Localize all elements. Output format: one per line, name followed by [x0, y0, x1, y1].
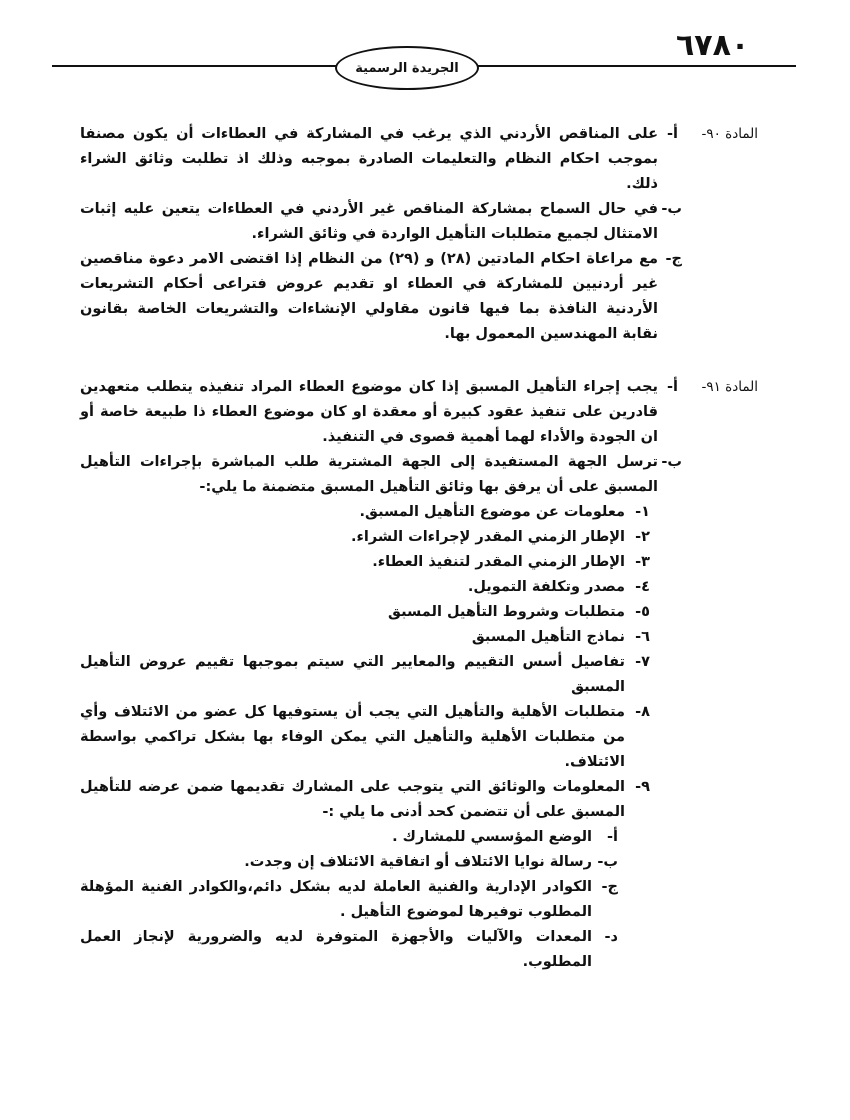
gazette-title-oval	[335, 46, 479, 90]
list-item	[80, 650, 750, 700]
item-text: المعلومات والوثائق التي يتوجب على المشارك تقديمها ضمن عرضه للتأهيل المسبق على أن تتضمن كحد أدنى ما يلي :-	[80, 779, 625, 820]
clause-marker: أ-	[667, 379, 678, 395]
clause-text: ترسل الجهة المستفيدة إلى الجهة المشترية طلب المباشرة بإجراءات التأهيل المسبق على أن يرفق بها وثائق التأهيل المسبق متضمنة ما يلي:-	[80, 454, 658, 495]
item-text: الإطار الزمني المقدر لتنفيذ العطاء.	[372, 554, 625, 570]
article-91-label: المادة ٩١-	[701, 379, 758, 395]
list-item	[80, 500, 750, 525]
item-number: ٩-	[635, 779, 650, 795]
item-number: ٨-	[635, 704, 650, 720]
clause-marker: ج-	[665, 251, 682, 267]
item-number: ٧-	[635, 654, 650, 670]
item-number: ٥-	[635, 604, 650, 620]
item-number: ٣-	[635, 554, 650, 570]
gazette-title: الجريدة الرسمية	[355, 60, 459, 76]
clause-text: في حال السماح بمشاركة المناقص غير الأردني في العطاءات يتعين عليه إثبات الامتثال لجميع متطلبات التأهيل الواردة في وثائق الشراء.	[80, 201, 658, 242]
item-text: مصدر وتكلفة التمويل.	[467, 579, 625, 595]
clause-marker: ب-	[661, 201, 682, 217]
clause-marker: أ-	[667, 126, 678, 142]
list-item	[80, 550, 750, 575]
sub-item-text: المعدات والآليات والأجهزة المتوفرة لديه والضرورية لإنجاز العمل المطلوب.	[80, 929, 592, 970]
sub-item-marker: ب-	[597, 854, 618, 870]
article-91-clause-a	[80, 375, 750, 450]
item-number: ٦-	[635, 629, 650, 645]
item-text: متطلبات وشروط التأهيل المسبق	[388, 604, 625, 620]
clause-text: على المناقص الأردني الذي يرغب في المشاركة في العطاءات أن يكون مصنفا بموجب احكام النظام والتعليمات الصادرة بموجبه وذلك اذ تطلبت وثائق الشراء ذلك.	[80, 126, 658, 192]
sub-item	[80, 825, 750, 850]
page-number: ٦٧٨٠	[676, 28, 750, 63]
clause-text: مع مراعاة احكام المادتين (٢٨) و (٢٩) من النظام إذا اقتضى الامر دعوة مناقصين غير أردنيين للمشاركة في العطاء او تقديم عروض فتراعى أحكام التشريعات الأردنية النافذة بما فيها قانون مقاولي الإنشاءات والتشريعات الخاصة بقانون نقابة المهندسين المعمول بها.	[80, 251, 658, 342]
list-item	[80, 525, 750, 550]
item-number: ٤-	[635, 579, 650, 595]
item-text: الإطار الزمني المقدر لإجراءات الشراء.	[351, 529, 625, 545]
list-item	[80, 575, 750, 600]
article-90-clause-b	[80, 197, 750, 247]
sub-item-text: الوضع المؤسسي للمشارك .	[392, 829, 592, 845]
list-item	[80, 775, 750, 825]
clause-marker: ب-	[661, 454, 682, 470]
list-item	[80, 625, 750, 650]
article-90-label: المادة ٩٠-	[701, 126, 758, 142]
item-text: معلومات عن موضوع التأهيل المسبق.	[359, 504, 625, 520]
sub-item-text: رسالة نوايا الائتلاف أو اتفاقية الائتلاف إن وجدت.	[244, 854, 592, 870]
sub-item-marker: أ-	[607, 829, 618, 845]
list-item	[80, 600, 750, 625]
item-number: ١-	[635, 504, 650, 520]
clause-text: يجب إجراء التأهيل المسبق إذا كان موضوع العطاء المراد تنفيذه يتطلب متعهدين قادرين على تنفيذ عقود كبيرة أو معقدة او كان موضوع العطاء ذا طبيعة خاصة أو ان الجودة والأداء لهما أهمية قصوى في التنفيذ.	[80, 379, 658, 445]
article-90-clause-c	[80, 247, 750, 347]
item-text: تفاصيل أسس التقييم والمعايير التي سيتم بموجبها تقييم عروض التأهيل المسبق	[80, 654, 625, 695]
item-number: ٢-	[635, 529, 650, 545]
item-text: متطلبات الأهلية والتأهيل التي يجب أن يستوفيها كل عضو من الائتلاف وأي من متطلبات الأهلية والتأهيل التي يمكن الوفاء بها بشكل تراكمي بواسطة الائتلاف.	[80, 704, 625, 770]
article-90	[80, 122, 758, 347]
document-body	[80, 122, 758, 975]
item-text: نماذج التأهيل المسبق	[471, 629, 625, 645]
sub-item	[80, 925, 750, 975]
list-item	[80, 700, 750, 775]
sub-item	[80, 850, 750, 875]
article-90-clause-a	[80, 122, 750, 197]
sub-item-marker: ج-	[601, 879, 618, 895]
article-91	[80, 375, 758, 975]
sub-item-marker: د-	[604, 929, 618, 945]
sub-item	[80, 875, 750, 925]
article-91-clause-b	[80, 450, 750, 500]
sub-item-text: الكوادر الإدارية والفنية العاملة لديه بشكل دائم،والكوادر الفنية المؤهلة المطلوب توفيرها لموضوع التأهيل .	[80, 879, 592, 920]
